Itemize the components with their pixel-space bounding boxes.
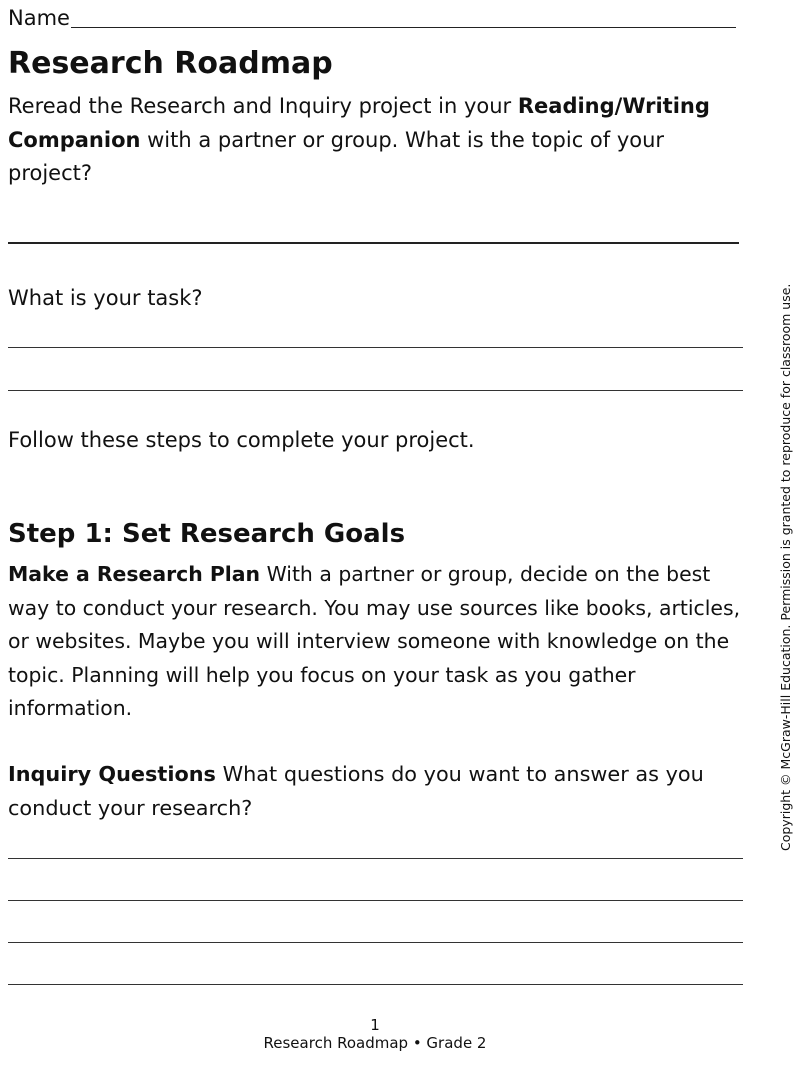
inquiry-questions-paragraph — [8, 758, 748, 825]
name-label: Name — [8, 6, 70, 30]
copyright-notice: Copyright © McGraw-Hill Education. Permission is granted to reproduce for classroom use. — [778, 283, 793, 851]
step1-heading: Step 1: Set Research Goals — [8, 519, 406, 549]
research-plan-paragraph — [8, 558, 753, 726]
inquiry-answer-line-4[interactable] — [8, 984, 743, 985]
research-plan-text: With a partner or group, decide on the best way to conduct your research. You may use sources like books, articles, or websites. Maybe you will interview someone with knowledge on the topic. Planning will help you focus on your task as you gather information. — [8, 562, 741, 720]
page-title: Research Roadmap — [8, 46, 333, 81]
inquiry-answer-line-1[interactable] — [8, 858, 743, 859]
intro-companion-bold: Reading/Writing Companion — [8, 94, 710, 152]
inquiry-questions-label: Inquiry Questions — [8, 762, 216, 786]
inquiry-answer-line-2[interactable] — [8, 900, 743, 901]
name-write-line[interactable] — [71, 27, 736, 28]
intro-paragraph — [8, 90, 748, 191]
topic-answer-line[interactable] — [8, 242, 739, 244]
page-number: 1 — [370, 1016, 380, 1034]
task-answer-line-1[interactable] — [8, 347, 743, 348]
intro-text-before: Reread the Research and Inquiry project in your — [8, 94, 518, 118]
inquiry-answer-line-3[interactable] — [8, 942, 743, 943]
footer-title: Research Roadmap • Grade 2 — [263, 1034, 487, 1052]
task-question: What is your task? — [8, 286, 203, 310]
follow-steps-text: Follow these steps to complete your project. — [8, 428, 475, 452]
task-answer-line-2[interactable] — [8, 390, 743, 391]
research-plan-label: Make a Research Plan — [8, 562, 261, 586]
inquiry-questions-text: What questions do you want to answer as you conduct your research? — [8, 762, 704, 820]
name-field — [8, 4, 736, 32]
intro-text-after: with a partner or group. What is the topic of your project? — [8, 127, 665, 185]
